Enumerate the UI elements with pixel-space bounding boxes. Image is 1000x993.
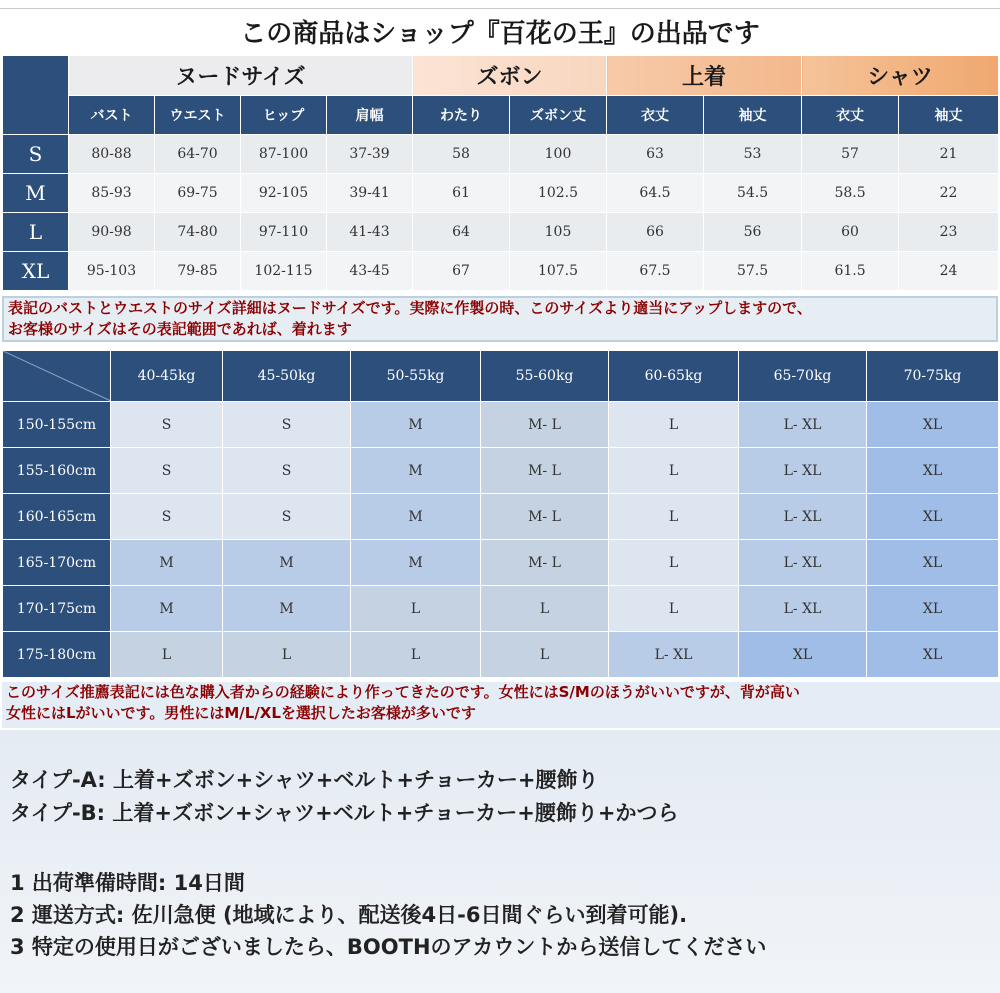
table-cell: 79-85	[155, 252, 241, 291]
table-row	[3, 494, 999, 540]
table-row	[3, 632, 999, 678]
table-row	[3, 252, 999, 291]
reco-table-corner	[3, 351, 111, 402]
table-cell: 95-103	[69, 252, 155, 291]
type-b-line: タイプ-B: 上着+ズボン+シャツ+ベルト+チョーカー+腰飾り+かつら	[10, 801, 679, 825]
size-table-column-row	[3, 96, 999, 135]
contact-line: 3 特定の使用日がございましたら、BOOTHのアカウントから送信してください	[10, 935, 767, 959]
table-cell: S	[223, 448, 351, 494]
table-cell: 105	[510, 213, 607, 252]
table-cell: 102-115	[241, 252, 327, 291]
table-cell: 60	[802, 213, 899, 252]
table-cell: M	[351, 448, 481, 494]
weight-header: 40-45kg	[111, 351, 223, 402]
col-jacket-sleeve: 袖丈	[704, 96, 802, 135]
table-cell: 85-93	[69, 174, 155, 213]
table-cell: M- L	[481, 402, 609, 448]
table-cell: 23	[899, 213, 999, 252]
size-label: S	[3, 135, 69, 174]
table-cell: M- L	[481, 540, 609, 586]
size-label: L	[3, 213, 69, 252]
table-cell: L	[481, 632, 609, 678]
table-cell: M	[223, 540, 351, 586]
col-shirt-sleeve: 袖丈	[899, 96, 999, 135]
size-table-corner	[3, 56, 69, 135]
table-cell: L- XL	[609, 632, 739, 678]
col-hip: ヒップ	[241, 96, 327, 135]
table-cell: 66	[607, 213, 704, 252]
table-cell: L- XL	[739, 448, 867, 494]
table-cell: 64.5	[607, 174, 704, 213]
table-cell: 24	[899, 252, 999, 291]
recommendation-note	[2, 682, 1000, 728]
table-cell: 22	[899, 174, 999, 213]
height-header: 170-175cm	[3, 586, 111, 632]
table-cell: 58	[413, 135, 510, 174]
table-cell: L	[609, 586, 739, 632]
group-shirt: シャツ	[802, 56, 999, 96]
table-cell: 37-39	[327, 135, 413, 174]
table-cell: XL	[739, 632, 867, 678]
table-cell: L- XL	[739, 402, 867, 448]
table-row	[3, 448, 999, 494]
table-cell: 21	[899, 135, 999, 174]
height-header: 175-180cm	[3, 632, 111, 678]
table-row	[3, 135, 999, 174]
col-jacket-length: 衣丈	[607, 96, 704, 135]
size-table-group-row	[3, 56, 999, 96]
table-cell: L	[223, 632, 351, 678]
table-cell: XL	[867, 494, 999, 540]
table-cell: 67	[413, 252, 510, 291]
col-shirt-length: 衣丈	[802, 96, 899, 135]
table-cell: M- L	[481, 494, 609, 540]
table-row	[3, 586, 999, 632]
table-cell: 57.5	[704, 252, 802, 291]
size-table	[2, 55, 999, 291]
table-cell: XL	[867, 402, 999, 448]
table-cell: L- XL	[739, 586, 867, 632]
table-cell: M	[223, 586, 351, 632]
table-cell: L	[351, 632, 481, 678]
table-cell: M	[351, 402, 481, 448]
table-cell: S	[223, 402, 351, 448]
table-cell: 54.5	[704, 174, 802, 213]
col-bust: バスト	[69, 96, 155, 135]
group-jacket: 上着	[607, 56, 802, 96]
table-cell: 41-43	[327, 213, 413, 252]
table-cell: 97-110	[241, 213, 327, 252]
page-title: この商品はショップ『百花の王』の出品です	[240, 19, 760, 49]
weight-header: 50-55kg	[351, 351, 481, 402]
weight-header: 55-60kg	[481, 351, 609, 402]
col-thigh: わたり	[413, 96, 510, 135]
table-cell: XL	[867, 540, 999, 586]
table-cell: 92-105	[241, 174, 327, 213]
recommendation-note-line-2: 女性にはLがいいです。男性にはM/L/XLを選択したお客様が多いです	[6, 704, 476, 722]
table-cell: XL	[867, 586, 999, 632]
table-cell: 107.5	[510, 252, 607, 291]
type-a-line: タイプ-A: 上着+ズボン+シャツ+ベルト+チョーカー+腰飾り	[10, 768, 599, 792]
table-cell: 61	[413, 174, 510, 213]
table-cell: S	[111, 494, 223, 540]
diagonal-line	[3, 351, 111, 401]
size-label: M	[3, 174, 69, 213]
table-cell: L	[609, 402, 739, 448]
table-cell: S	[111, 402, 223, 448]
top-divider	[0, 8, 1000, 9]
col-waist: ウエスト	[155, 96, 241, 135]
table-cell: L- XL	[739, 540, 867, 586]
table-cell: 102.5	[510, 174, 607, 213]
table-cell: 64-70	[155, 135, 241, 174]
height-header: 150-155cm	[3, 402, 111, 448]
height-header: 160-165cm	[3, 494, 111, 540]
table-cell: L	[351, 586, 481, 632]
table-cell: 90-98	[69, 213, 155, 252]
table-cell: M	[351, 540, 481, 586]
weight-header: 70-75kg	[867, 351, 999, 402]
col-pants-length: ズボン丈	[510, 96, 607, 135]
table-cell: L	[481, 586, 609, 632]
table-cell: S	[111, 448, 223, 494]
table-cell: 53	[704, 135, 802, 174]
table-cell: L	[111, 632, 223, 678]
weight-header: 65-70kg	[739, 351, 867, 402]
weight-header: 60-65kg	[609, 351, 739, 402]
table-cell: L- XL	[739, 494, 867, 540]
table-cell: 43-45	[327, 252, 413, 291]
table-cell: 56	[704, 213, 802, 252]
table-cell: XL	[867, 448, 999, 494]
table-cell: 67.5	[607, 252, 704, 291]
weight-header: 45-50kg	[223, 351, 351, 402]
table-cell: 100	[510, 135, 607, 174]
group-nude-size: ヌードサイズ	[69, 56, 413, 96]
table-cell: 80-88	[69, 135, 155, 174]
table-cell: L	[609, 448, 739, 494]
table-cell: M	[351, 494, 481, 540]
size-note	[2, 296, 998, 342]
shipping-method-line: 2 運送方式: 佐川急便 (地域により、配送後4日-6日間ぐらい到着可能).	[10, 903, 688, 927]
size-note-line-2: お客様のサイズはその表記範囲であれば、着れます	[8, 320, 352, 338]
table-cell: 64	[413, 213, 510, 252]
table-cell: 61.5	[802, 252, 899, 291]
recommendation-table	[2, 350, 999, 678]
shipping-time-line: 1 出荷準備時間: 14日間	[10, 871, 245, 895]
table-cell: 63	[607, 135, 704, 174]
table-cell: M	[111, 586, 223, 632]
recommendation-note-line-1: このサイズ推薦表記には色な購入者からの経験により作ってきたのです。女性にはS/Mのほうがいいですが、背が高い	[6, 683, 800, 701]
height-header: 165-170cm	[3, 540, 111, 586]
col-shoulder: 肩幅	[327, 96, 413, 135]
table-cell: M	[111, 540, 223, 586]
table-cell: L	[609, 494, 739, 540]
table-row	[3, 213, 999, 252]
table-row	[3, 402, 999, 448]
table-cell: 58.5	[802, 174, 899, 213]
table-row	[3, 540, 999, 586]
table-cell: XL	[867, 632, 999, 678]
table-cell: 39-41	[327, 174, 413, 213]
table-cell: L	[609, 540, 739, 586]
table-cell: 74-80	[155, 213, 241, 252]
size-label: XL	[3, 252, 69, 291]
table-cell: M- L	[481, 448, 609, 494]
weight-header-row	[3, 351, 999, 402]
table-cell: 57	[802, 135, 899, 174]
group-pants: ズボン	[413, 56, 607, 96]
table-cell: S	[223, 494, 351, 540]
table-cell: 87-100	[241, 135, 327, 174]
height-header: 155-160cm	[3, 448, 111, 494]
table-row	[3, 174, 999, 213]
table-cell: 69-75	[155, 174, 241, 213]
size-note-line-1: 表記のバストとウエストのサイズ詳細はヌードサイズです。実際に作製の時、このサイズより適当にアップしますので、	[8, 299, 812, 317]
